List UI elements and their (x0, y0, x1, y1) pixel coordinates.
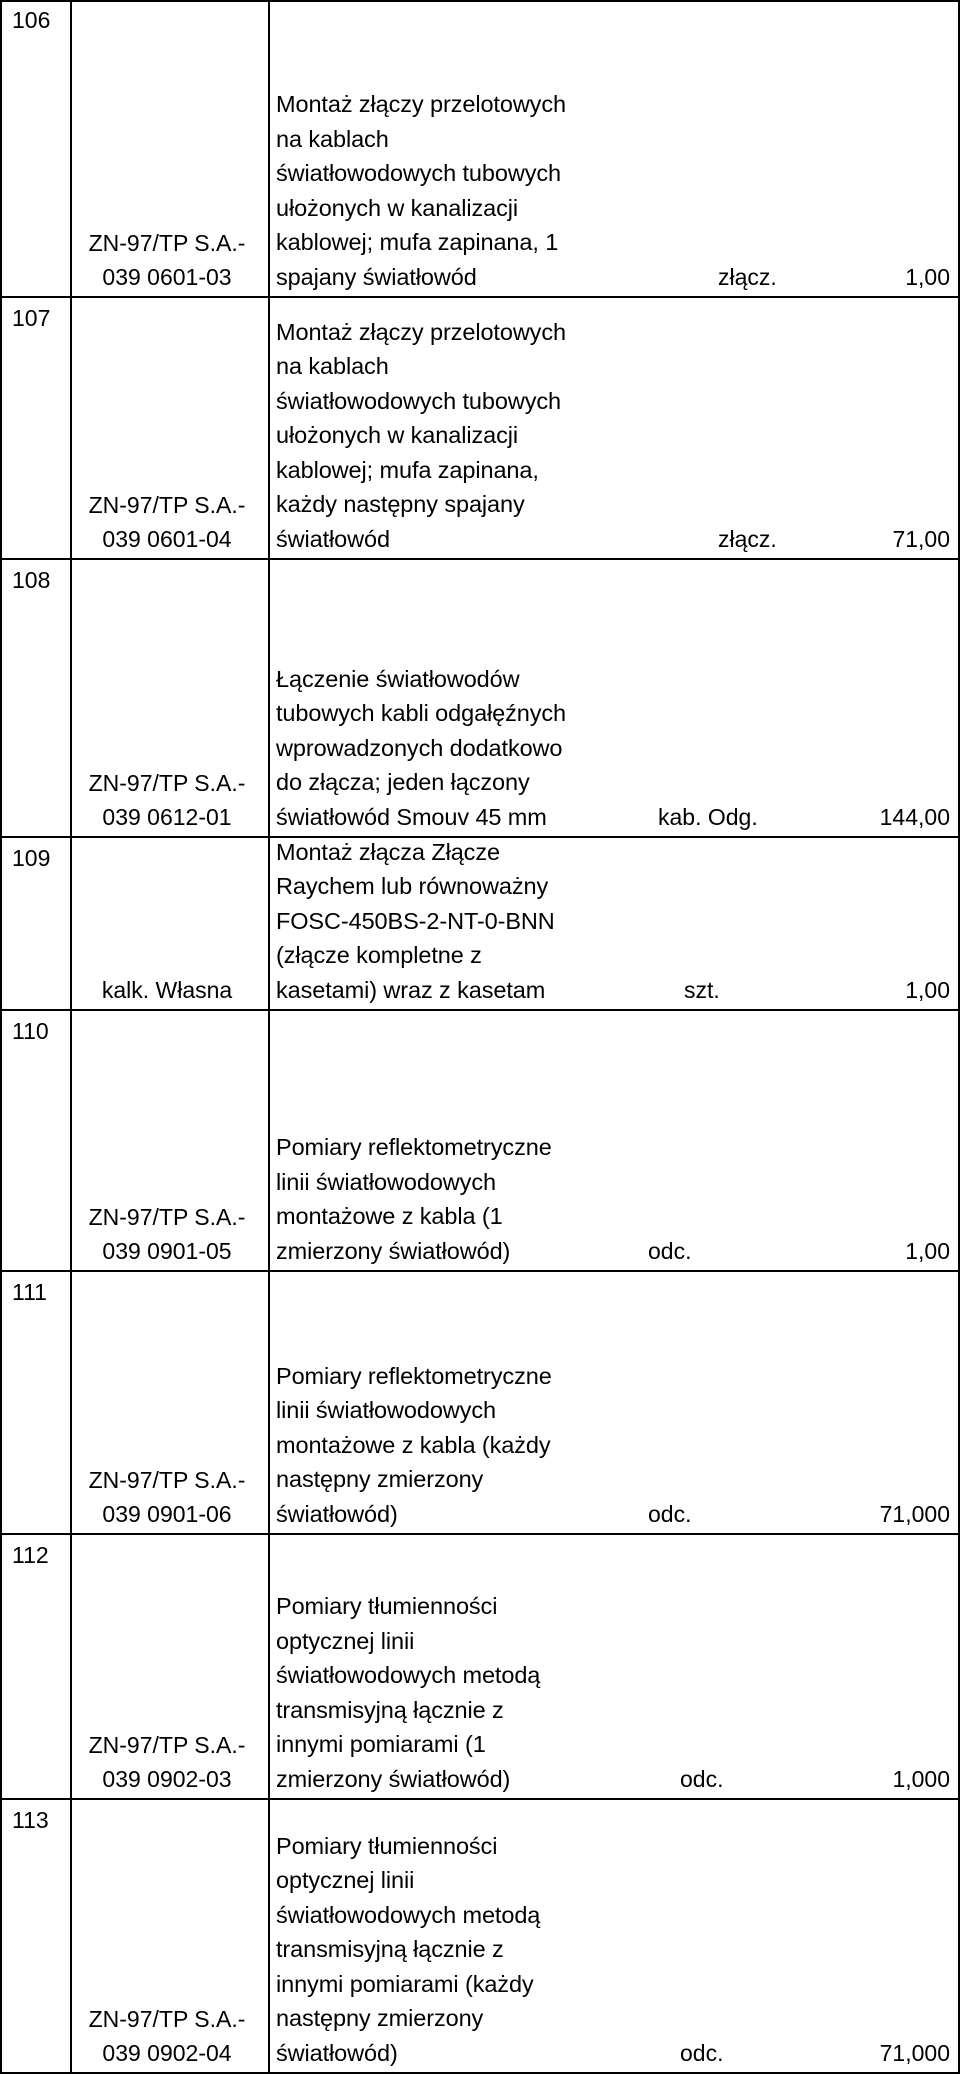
work-description-line: Montaż złączy przelotowych (276, 318, 566, 345)
quantity: 71,000 (879, 1501, 950, 1527)
table-row (0, 1800, 960, 2074)
work-description-line: następny zmierzony (276, 1466, 484, 1492)
catalog-code-line: ZN-97/TP S.A.- (88, 1467, 246, 1493)
unit-of-measure: odc. (680, 1766, 724, 1792)
work-description-line: linii światłowodowych (276, 1168, 496, 1195)
row-number: 111 (12, 1279, 47, 1305)
work-description (276, 1359, 606, 1532)
quantity: 1,00 (905, 264, 950, 290)
work-description-line: transmisyjną łącznie z (276, 1696, 504, 1723)
catalog-code (72, 1463, 262, 1531)
catalog-code (72, 2002, 262, 2070)
work-description-line: Pomiary reflektometryczne (276, 1362, 552, 1389)
table-row (0, 1011, 960, 1272)
work-description-line: FOSC-450BS-2-NT-0-BNN (276, 907, 555, 934)
catalog-code-line: ZN-97/TP S.A.- (88, 230, 246, 256)
work-description-line: linii światłowodowych (276, 1397, 496, 1423)
table-row (0, 1535, 960, 1800)
work-description-line: Łączenie światłowodów (276, 665, 520, 692)
work-description-line: spajany światłowód (276, 263, 477, 290)
work-description-line: kablowej; mufa zapinana, 1 (276, 229, 559, 255)
work-description-line: światłowodowych tubowych (276, 160, 561, 186)
work-description-line: Montaż złącza Złącze (276, 838, 500, 865)
work-description-line: światłowód) (276, 2039, 398, 2066)
work-description-line: zmierzony światłowód) (276, 1237, 511, 1264)
work-description-line: światłowodowych metodą (276, 1662, 541, 1688)
work-description-line: wprowadzonych dodatkowo (276, 734, 563, 761)
work-description-line: na kablach (276, 125, 389, 152)
work-description-line: Montaż złączy przelotowych (276, 91, 566, 117)
work-description (276, 1589, 606, 1796)
work-description-line: innymi pomiarami (1 (276, 1731, 486, 1757)
catalog-code-line: ZN-97/TP S.A.- (88, 2006, 246, 2032)
work-description-line: do złącza; jeden łączony (276, 769, 530, 795)
work-description-line: tubowych kabli odgałęźnych (276, 700, 567, 726)
work-description-line: montażowe z kabla (1 (276, 1203, 503, 1229)
catalog-code-line: 039 0601-04 (102, 526, 232, 552)
work-description-line: Pomiary tłumienności (276, 1593, 498, 1619)
work-description (276, 87, 606, 294)
work-description (276, 1130, 606, 1268)
unit-of-measure: odc. (680, 2040, 724, 2066)
work-description-line: następny zmierzony (276, 2005, 484, 2031)
catalog-code (72, 973, 262, 1007)
catalog-code (72, 488, 262, 556)
work-description (276, 835, 606, 1008)
work-description-line: ułożonych w kanalizacji (276, 422, 518, 448)
work-description (276, 315, 606, 557)
row-number: 113 (12, 1807, 49, 1833)
work-description (276, 1829, 606, 2071)
table-row (0, 838, 960, 1011)
catalog-code-line: ZN-97/TP S.A.- (88, 1732, 246, 1758)
catalog-code-line: kalk. Własna (101, 977, 233, 1003)
row-number: 112 (12, 1542, 49, 1568)
work-description-line: światłowód (276, 525, 390, 552)
work-description-line: światłowód) (276, 1500, 398, 1527)
work-description-line: innymi pomiarami (każdy (276, 1970, 534, 1997)
work-description-line: optycznej linii (276, 1867, 415, 1893)
catalog-code-line: 039 0601-03 (102, 264, 232, 290)
row-number: 109 (12, 845, 51, 871)
catalog-code-line: 039 0902-03 (102, 1766, 232, 1792)
quantity: 71,00 (892, 526, 950, 552)
work-description-line: światłowodowych tubowych (276, 387, 561, 414)
row-number: 110 (12, 1018, 49, 1044)
quantity: 71,000 (879, 2040, 950, 2066)
work-description-line: każdy następny spajany (276, 491, 525, 517)
row-number: 106 (12, 7, 51, 33)
unit-of-measure: kab. Odg. (658, 804, 758, 830)
quantity: 144,00 (879, 804, 950, 830)
work-description-line: Pomiary tłumienności (276, 1832, 498, 1859)
catalog-code-line: ZN-97/TP S.A.- (88, 492, 246, 518)
work-description-line: transmisyjną łącznie z (276, 1936, 504, 1962)
work-description-line: światłowód Smouv 45 mm (276, 803, 547, 830)
work-description-line: ułożonych w kanalizacji (276, 194, 518, 221)
catalog-code-line: 039 0901-05 (102, 1238, 232, 1264)
catalog-code (72, 1200, 262, 1268)
work-description-line: światłowodowych metodą (276, 1901, 541, 1928)
quantity: 1,000 (892, 1766, 950, 1792)
unit-of-measure: szt. (684, 977, 720, 1003)
work-description (276, 662, 606, 835)
row-number: 108 (12, 567, 51, 593)
catalog-code (72, 766, 262, 834)
row-number: 107 (12, 305, 51, 331)
catalog-code (72, 1728, 262, 1796)
catalog-code-line: 039 0612-01 (102, 804, 232, 830)
work-description-line: kasetami) wraz z kasetam (276, 976, 546, 1003)
catalog-code-line: ZN-97/TP S.A.- (88, 770, 246, 796)
work-description-line: na kablach (276, 353, 389, 379)
catalog-code-line: ZN-97/TP S.A.- (88, 1204, 246, 1230)
unit-of-measure: odc. (648, 1238, 692, 1264)
work-description-line: optycznej linii (276, 1627, 415, 1654)
work-description-line: kablowej; mufa zapinana, (276, 456, 539, 483)
quantity: 1,00 (905, 977, 950, 1003)
work-description-line: zmierzony światłowód) (276, 1765, 511, 1792)
work-description-line: Pomiary reflektometryczne (276, 1134, 552, 1160)
work-description-line: (złącze kompletne z (276, 942, 482, 968)
catalog-code (72, 226, 262, 294)
unit-of-measure: złącz. (718, 526, 777, 552)
catalog-code-line: 039 0901-06 (102, 1501, 232, 1527)
table-row (0, 298, 960, 560)
table-row (0, 560, 960, 838)
table-row (0, 1272, 960, 1535)
table-row (0, 0, 960, 298)
catalog-code-line: 039 0902-04 (102, 2040, 232, 2066)
unit-of-measure: odc. (648, 1501, 692, 1527)
work-description-line: Raychem lub równoważny (276, 873, 549, 899)
quantity: 1,00 (905, 1238, 950, 1264)
unit-of-measure: złącz. (718, 264, 777, 290)
work-description-line: montażowe z kabla (każdy (276, 1431, 551, 1458)
